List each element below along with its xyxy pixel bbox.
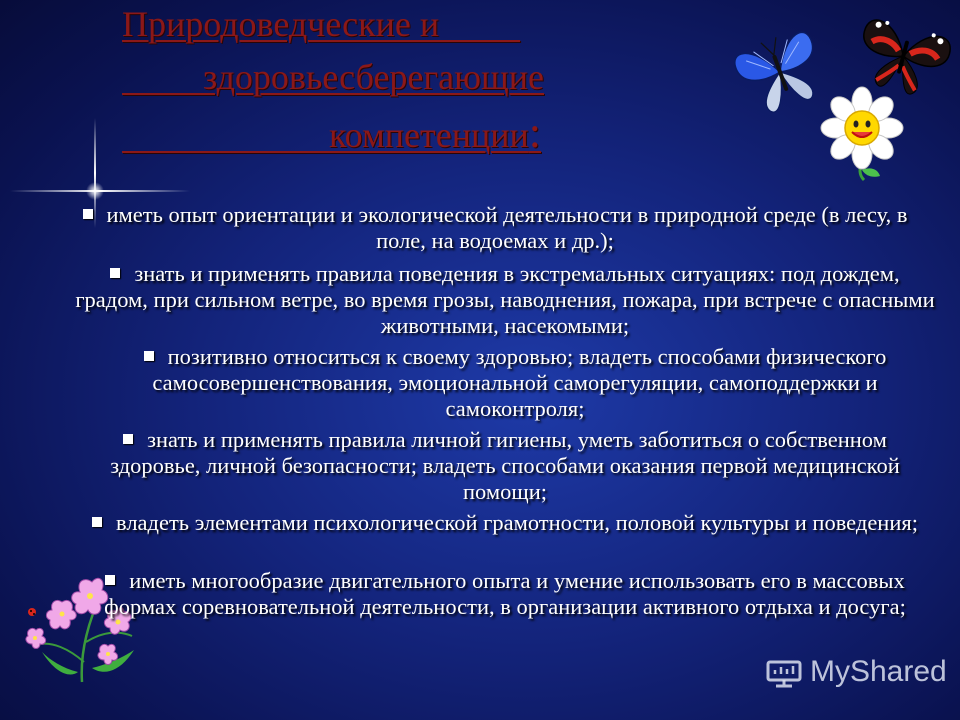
title-line-3 xyxy=(122,108,542,157)
bullet-icon xyxy=(144,351,154,361)
bullet-icon xyxy=(105,575,115,585)
title-line-3-text: компетенции xyxy=(122,115,529,155)
sparkle-glow xyxy=(86,182,104,200)
list-item xyxy=(72,510,938,536)
list-item xyxy=(72,261,938,339)
list-item xyxy=(72,568,938,620)
bullet-icon xyxy=(110,268,120,278)
list-item-text: иметь многообразие двигательного опыта и умение использовать его в массовых формах соревновательной деятельности, в организации активного отдыха и досуга; xyxy=(104,568,906,619)
bullet-icon xyxy=(123,434,133,444)
bullet-icon xyxy=(92,517,102,527)
list-item-text: позитивно относиться к своему здоровью; владеть способами физического самосовершенствования, эмоциональной саморегуляции, самоподдержки и самоконтроля; xyxy=(152,344,887,421)
list-item xyxy=(110,427,900,505)
bullet-icon xyxy=(83,209,93,219)
list-item-text: иметь опыт ориентации и экологической деятельности в природной среде (в лесу, в поле, на водоемах и др.); xyxy=(106,202,908,253)
list-item xyxy=(80,202,910,254)
blue-butterfly-icon xyxy=(732,26,828,118)
list-item-text: знать и применять правила поведения в экстремальных ситуациях: под дождем, градом, при сильном ветре, во время грозы, наводнения, пожара, при встрече с опасными животными, насекомыми; xyxy=(75,261,935,338)
list-item xyxy=(100,344,930,422)
title-colon: : xyxy=(528,108,542,157)
presentation-icon xyxy=(766,658,802,688)
list-item-text: владеть элементами психологической грамотности, половой культуры и поведения; xyxy=(116,510,918,535)
title-line-1: Природоведческие и xyxy=(122,4,521,44)
daisy-flower-icon xyxy=(820,86,910,182)
watermark-text: MyShared xyxy=(810,655,947,688)
list-item-text: знать и применять правила личной гигиены, уметь заботиться о собственном здоровье, личной безопасности; владеть способами оказания первой медицинской помощи; xyxy=(110,427,900,504)
title-line-2: здоровьесберегающие xyxy=(122,57,544,97)
